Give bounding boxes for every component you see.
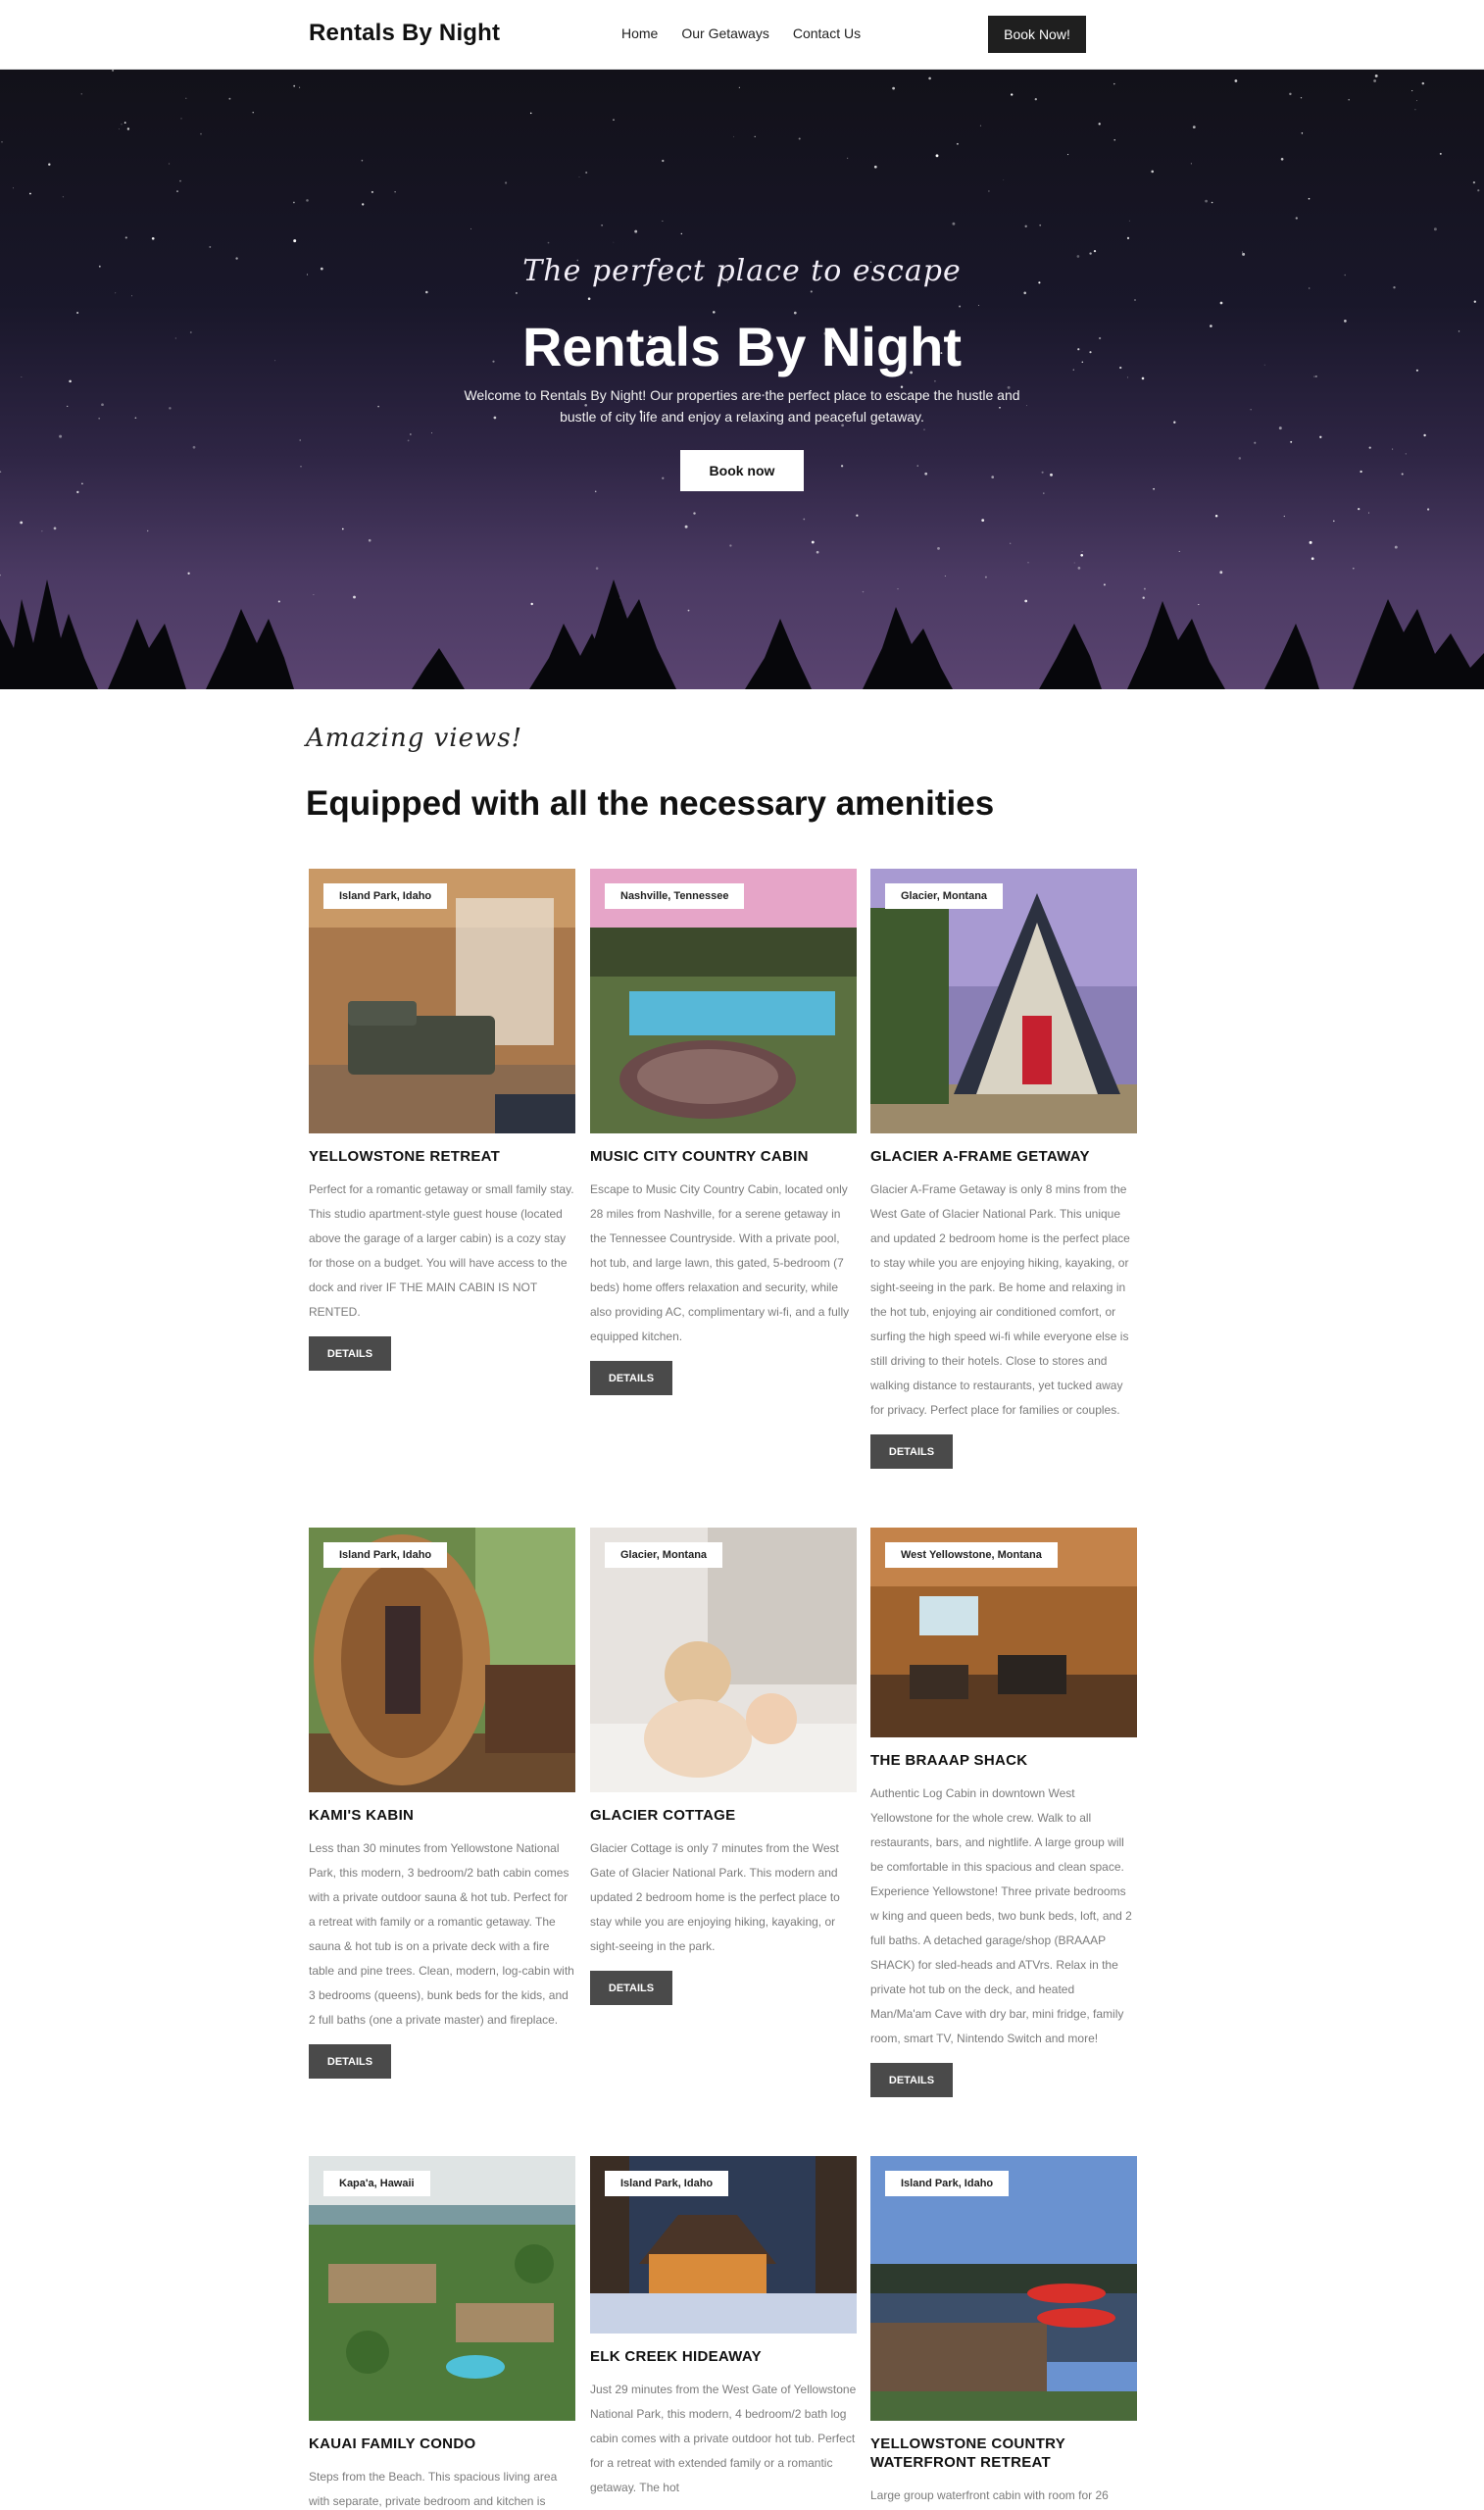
star xyxy=(1423,434,1425,436)
star xyxy=(892,87,895,90)
rental-photo-pool[interactable] xyxy=(590,869,857,1133)
star xyxy=(1319,436,1321,438)
star xyxy=(811,290,813,292)
star xyxy=(856,515,858,517)
rental-card xyxy=(309,2156,575,2510)
rental-description: Escape to Music City Country Cabin, located only 28 miles from Nashville, for a serene getaway in the Tennessee Countryside. With a private pool, hot tub, and large lawn, this gated, 5-bedroom (7 beds) home offers relaxation and security, while also providing AC, complimentary wi-fi, and a fully equipped kitchen. xyxy=(590,1182,850,1343)
star xyxy=(1348,99,1350,101)
star xyxy=(957,143,959,145)
star xyxy=(1310,541,1312,544)
star xyxy=(1,141,3,143)
rental-description: Just 29 minutes from the West Gate of Yellowstone National Park, this modern, 4 bedroom/2 bath log cabin comes with a private outdoor hot tub. Perfect for a retreat with extended family or a romantic getaway. The hot xyxy=(590,2383,857,2494)
location-badge: West Yellowstone, Montana xyxy=(885,1542,1058,1568)
star xyxy=(470,228,471,229)
star xyxy=(1173,422,1175,424)
star xyxy=(1042,472,1044,474)
rental-description: Steps from the Beach. This spacious living area with separate, private bedroom and kitchen is xyxy=(309,2470,558,2508)
star xyxy=(410,433,411,434)
star xyxy=(1094,250,1096,252)
star xyxy=(1215,515,1217,517)
star xyxy=(1311,557,1314,560)
rental-title[interactable]: GLACIER COTTAGE xyxy=(590,1807,736,1824)
star xyxy=(13,187,14,188)
star xyxy=(530,113,532,115)
star xyxy=(841,465,843,467)
star xyxy=(1416,100,1417,101)
details-button[interactable]: DETAILS xyxy=(870,2063,953,2097)
rental-description: Glacier Cottage is only 7 minutes from the West Gate of Glacier National Park. This modern and updated 2 bedroom home is the perfect place to stay while you are enjoying hiking, kayaking, or sight-seeing in the park. xyxy=(590,1841,840,1953)
star xyxy=(614,242,615,243)
star xyxy=(193,446,196,449)
star xyxy=(186,98,187,99)
star xyxy=(505,181,507,183)
star xyxy=(1024,600,1027,603)
star xyxy=(1242,252,1243,253)
star xyxy=(516,292,518,294)
star xyxy=(408,439,410,441)
star xyxy=(179,180,181,182)
rental-description: Glacier A-Frame Getaway is only 8 mins from the West Gate of Glacier National Park. This unique and updated 2 bedroom home is the perfect place to stay while you are enjoying hiking, kayaking, or sight-seeing in the park. Be home and relaxing in the hot tub, enjoying air conditioned comfort, or surfing the high speed wi-fi while everyone else is still driving to their hotels. Close to stores and walking distance to restaurants, yet tucked away for privacy. Perfect place for families or couples. xyxy=(870,1182,1130,1417)
star xyxy=(1296,217,1298,219)
star xyxy=(293,239,296,242)
star xyxy=(353,596,356,599)
star xyxy=(1477,189,1479,191)
star xyxy=(1023,292,1026,295)
star xyxy=(1010,543,1011,544)
star xyxy=(228,98,230,100)
star xyxy=(1143,597,1145,599)
star xyxy=(588,297,591,300)
star xyxy=(936,154,939,157)
location-badge: Kapa'a, Hawaii xyxy=(323,2171,430,2196)
star xyxy=(98,418,100,420)
star xyxy=(54,527,57,530)
star xyxy=(59,435,62,438)
rental-description: Authentic Log Cabin in downtown West Yellowstone for the whole crew. Walk to all restaurants, bars, and nightlife. A large group will be comfortable in this spacious and clean space. Experience Yellowstone! Three private bedrooms w king and queen beds, two bunk beds, loft, and 2 full baths. A detached garage/shop (BRAAAP SHACK) for sled-heads and ATVrs. Relax in the private hot tub on the deck, and heated Man/Ma'am Cave with dry bar, mini fridge, family room, smart TV, Nintendo Switch and more! xyxy=(870,1786,1132,2045)
star xyxy=(1422,82,1424,84)
star xyxy=(928,77,931,80)
star xyxy=(1113,83,1114,84)
star xyxy=(595,491,597,493)
rental-photo-resort[interactable] xyxy=(309,2156,575,2421)
star xyxy=(1191,163,1192,164)
star xyxy=(1414,109,1415,110)
star xyxy=(181,118,182,119)
star xyxy=(1078,567,1081,570)
brand-logo[interactable]: Rentals By Night xyxy=(309,20,501,46)
star xyxy=(1289,93,1291,95)
star xyxy=(733,136,734,137)
rental-card xyxy=(870,1528,1137,2097)
rental-title[interactable]: GLACIER A-FRAME GETAWAY xyxy=(870,1148,1090,1165)
rental-card xyxy=(590,1528,857,2005)
location-badge: Island Park, Idaho xyxy=(323,1542,447,1568)
star xyxy=(29,193,31,195)
star xyxy=(685,526,688,528)
rental-title[interactable]: MUSIC CITY COUNTRY CABIN xyxy=(590,1148,809,1165)
star xyxy=(362,160,364,162)
star xyxy=(662,160,664,162)
details-button[interactable]: DETAILS xyxy=(309,1336,391,1371)
rental-photo-snow-cabin[interactable] xyxy=(590,2156,857,2334)
star xyxy=(41,530,42,531)
rental-description: Large group waterfront cabin with room for 26 xyxy=(870,2488,1109,2502)
rental-card xyxy=(309,869,575,1371)
star xyxy=(847,158,848,159)
star xyxy=(187,573,189,575)
rental-photo-bath[interactable] xyxy=(590,1528,857,1792)
star xyxy=(978,305,979,306)
star xyxy=(293,85,295,87)
star xyxy=(1239,457,1242,460)
rental-title[interactable]: YELLOWSTONE COUNTRY WATERFRONT RETREAT xyxy=(870,2435,1065,2471)
star xyxy=(959,306,961,308)
star xyxy=(729,544,731,546)
star xyxy=(48,163,50,165)
star xyxy=(377,406,379,408)
star xyxy=(1369,446,1371,448)
rental-title[interactable]: KAUAI FAMILY CONDO xyxy=(309,2435,476,2452)
star xyxy=(1099,123,1101,125)
section-kicker: Amazing views! xyxy=(306,724,523,753)
star xyxy=(530,603,532,605)
star xyxy=(1205,200,1208,203)
star xyxy=(1279,427,1282,429)
night-sky-background xyxy=(0,70,1484,689)
hero-description: Welcome to Rentals By Night! Our properties are the perfect place to escape the hustle and bustle of city life and enjoy a relaxing and peaceful getaway. xyxy=(464,387,1020,425)
star xyxy=(112,70,114,72)
star xyxy=(131,295,132,296)
star xyxy=(1039,225,1041,226)
star xyxy=(1301,97,1302,98)
star xyxy=(342,528,344,530)
star xyxy=(662,221,663,222)
star xyxy=(579,176,580,177)
star xyxy=(1134,299,1135,300)
star xyxy=(135,417,137,419)
star xyxy=(1144,588,1146,590)
star xyxy=(1395,546,1398,549)
star xyxy=(1151,171,1154,174)
rental-photo-sauna[interactable] xyxy=(309,1528,575,1792)
star xyxy=(122,124,123,125)
star xyxy=(799,137,801,139)
details-button[interactable]: DETAILS xyxy=(590,1361,672,1395)
nav-home[interactable]: Home xyxy=(621,25,659,41)
star xyxy=(991,476,994,478)
star xyxy=(1353,568,1355,570)
details-button[interactable]: DETAILS xyxy=(870,1434,953,1469)
star xyxy=(601,225,603,226)
rental-title[interactable]: KAMI'S KABIN xyxy=(309,1807,415,1824)
star xyxy=(253,112,254,113)
star xyxy=(1011,93,1013,95)
star xyxy=(115,292,116,293)
star xyxy=(924,429,925,430)
star xyxy=(897,588,898,589)
location-badge: Island Park, Idaho xyxy=(605,2171,728,2196)
rental-title[interactable]: ELK CREEK HIDEAWAY xyxy=(590,2348,762,2365)
location-badge: Nashville, Tennessee xyxy=(605,883,744,909)
star xyxy=(596,567,599,570)
star xyxy=(1333,521,1335,523)
star xyxy=(1027,562,1028,563)
star xyxy=(76,312,78,314)
nav-our-getaways[interactable]: Our Getaways xyxy=(681,25,769,41)
star xyxy=(81,93,82,94)
star xyxy=(371,191,373,193)
star xyxy=(299,87,300,88)
star xyxy=(1198,604,1199,605)
rental-description: Perfect for a romantic getaway or small family stay. This studio apartment-style guest house (located above the garage of a larger cabin) is a cozy stay for those on a budget. You will have access to the dock and river IF THE MAIN CABIN IS NOT RENTED. xyxy=(309,1182,574,1319)
star xyxy=(1035,98,1037,100)
star xyxy=(812,541,815,544)
star xyxy=(1392,449,1393,450)
rental-card xyxy=(309,1528,575,2079)
rental-card xyxy=(870,869,1137,1469)
star xyxy=(662,477,664,479)
star xyxy=(634,230,637,233)
star xyxy=(1368,513,1369,514)
star xyxy=(693,512,695,514)
star xyxy=(1080,554,1083,557)
location-badge: Island Park, Idaho xyxy=(323,883,447,909)
star xyxy=(69,380,72,383)
star xyxy=(1113,139,1115,141)
rental-card xyxy=(590,2156,857,2500)
star xyxy=(313,594,314,595)
star xyxy=(0,575,1,576)
star xyxy=(739,87,740,88)
star xyxy=(1411,90,1412,91)
star xyxy=(300,466,301,467)
star xyxy=(917,466,918,467)
star xyxy=(1153,488,1155,490)
star xyxy=(985,577,987,578)
star xyxy=(585,172,587,174)
star xyxy=(755,136,756,137)
rental-title[interactable]: YELLOWSTONE RETREAT xyxy=(309,1148,501,1165)
site-header xyxy=(0,0,1484,70)
details-button[interactable]: DETAILS xyxy=(590,1971,672,2005)
star xyxy=(20,522,23,525)
hero-tagline: The perfect place to escape xyxy=(522,254,962,288)
star xyxy=(1219,571,1222,574)
rental-photo-bedroom[interactable] xyxy=(309,869,575,1133)
star xyxy=(1434,227,1437,230)
star xyxy=(803,519,805,521)
star xyxy=(924,473,927,476)
star xyxy=(1220,302,1223,305)
star xyxy=(1406,453,1407,454)
star xyxy=(124,122,126,124)
rental-description: Less than 30 minutes from Yellowstone National Park, this modern, 3 bedroom/2 bath cabin comes with a private outdoor sauna & hot tub. Perfect for a retreat with family or a romantic getaway. The sauna & hot tub is on a private deck with a fire table and pine trees. Clean, modern, log-cabin with 3 bedrooms (queens), bunk beds for the kids, and 2 full baths (one a private master) and fireplace. xyxy=(309,1841,574,2027)
rental-photo-waterfront[interactable] xyxy=(870,2156,1137,2421)
star xyxy=(1281,158,1284,161)
star xyxy=(425,291,428,294)
details-button[interactable]: DETAILS xyxy=(309,2044,391,2079)
star xyxy=(1358,508,1360,510)
hero-title: Rentals By Night xyxy=(521,316,963,377)
location-badge: Island Park, Idaho xyxy=(885,2171,1009,2196)
star xyxy=(613,120,614,121)
star xyxy=(1309,198,1311,200)
star xyxy=(713,311,716,314)
star xyxy=(816,551,819,554)
star xyxy=(1067,154,1068,155)
star xyxy=(981,519,984,522)
rental-card xyxy=(870,2156,1137,2508)
star xyxy=(209,246,211,248)
star xyxy=(1050,474,1053,477)
star xyxy=(1193,126,1196,128)
location-badge: Glacier, Montana xyxy=(885,883,1003,909)
star xyxy=(300,439,301,440)
location-badge: Glacier, Montana xyxy=(605,1542,722,1568)
rental-card xyxy=(590,869,857,1395)
star xyxy=(0,471,1,473)
star xyxy=(1043,492,1044,493)
star xyxy=(169,407,171,409)
star xyxy=(1284,516,1285,517)
star xyxy=(278,600,280,602)
star xyxy=(306,199,309,202)
star xyxy=(945,576,946,577)
star xyxy=(394,191,395,192)
star xyxy=(1025,226,1027,227)
treeline xyxy=(0,579,1484,689)
star xyxy=(119,128,120,129)
star xyxy=(1290,441,1292,443)
star xyxy=(1375,75,1378,77)
star xyxy=(1127,237,1129,239)
star xyxy=(934,380,936,382)
book-now-button[interactable]: Book Now! xyxy=(988,16,1086,53)
star xyxy=(1003,179,1004,180)
star xyxy=(1474,301,1476,303)
main-nav xyxy=(621,25,861,41)
star xyxy=(200,133,202,135)
star xyxy=(1360,471,1361,473)
rental-title[interactable]: THE BRAAAP SHACK xyxy=(870,1752,1028,1769)
star xyxy=(1129,221,1130,222)
star xyxy=(147,530,148,531)
star xyxy=(369,539,371,542)
hero-book-button[interactable]: Book now xyxy=(680,450,804,491)
star xyxy=(67,406,68,407)
section-title: Equipped with all the necessary amenities xyxy=(306,784,995,823)
star xyxy=(127,127,129,129)
rental-photo-log-cabin[interactable] xyxy=(870,1528,1137,1737)
star xyxy=(1251,409,1252,410)
star xyxy=(937,547,940,550)
star xyxy=(125,236,127,238)
star xyxy=(863,591,864,592)
star xyxy=(152,237,155,240)
star xyxy=(63,196,64,197)
star xyxy=(1074,563,1075,564)
star xyxy=(176,190,178,192)
nav-contact-us[interactable]: Contact Us xyxy=(792,25,862,41)
star xyxy=(1473,181,1475,183)
star xyxy=(362,203,364,205)
star xyxy=(1212,202,1213,204)
star xyxy=(1082,551,1083,552)
star xyxy=(1235,79,1238,82)
star xyxy=(76,491,78,493)
star xyxy=(681,233,682,234)
star xyxy=(1427,508,1429,510)
star xyxy=(1440,153,1442,155)
star xyxy=(548,242,550,244)
hero-section xyxy=(0,70,1484,689)
star xyxy=(988,190,989,191)
star xyxy=(293,202,295,204)
star xyxy=(1302,132,1303,133)
star xyxy=(1179,551,1180,552)
star xyxy=(431,432,432,433)
star xyxy=(1373,79,1376,82)
star xyxy=(1402,473,1404,475)
star xyxy=(1026,405,1027,406)
rental-photo-a-frame[interactable] xyxy=(870,869,1137,1133)
star xyxy=(1104,583,1106,585)
star xyxy=(81,483,83,485)
star xyxy=(169,163,170,164)
star xyxy=(952,223,955,226)
star xyxy=(874,166,877,169)
star xyxy=(688,610,690,612)
star xyxy=(1254,442,1256,444)
star xyxy=(101,403,104,406)
